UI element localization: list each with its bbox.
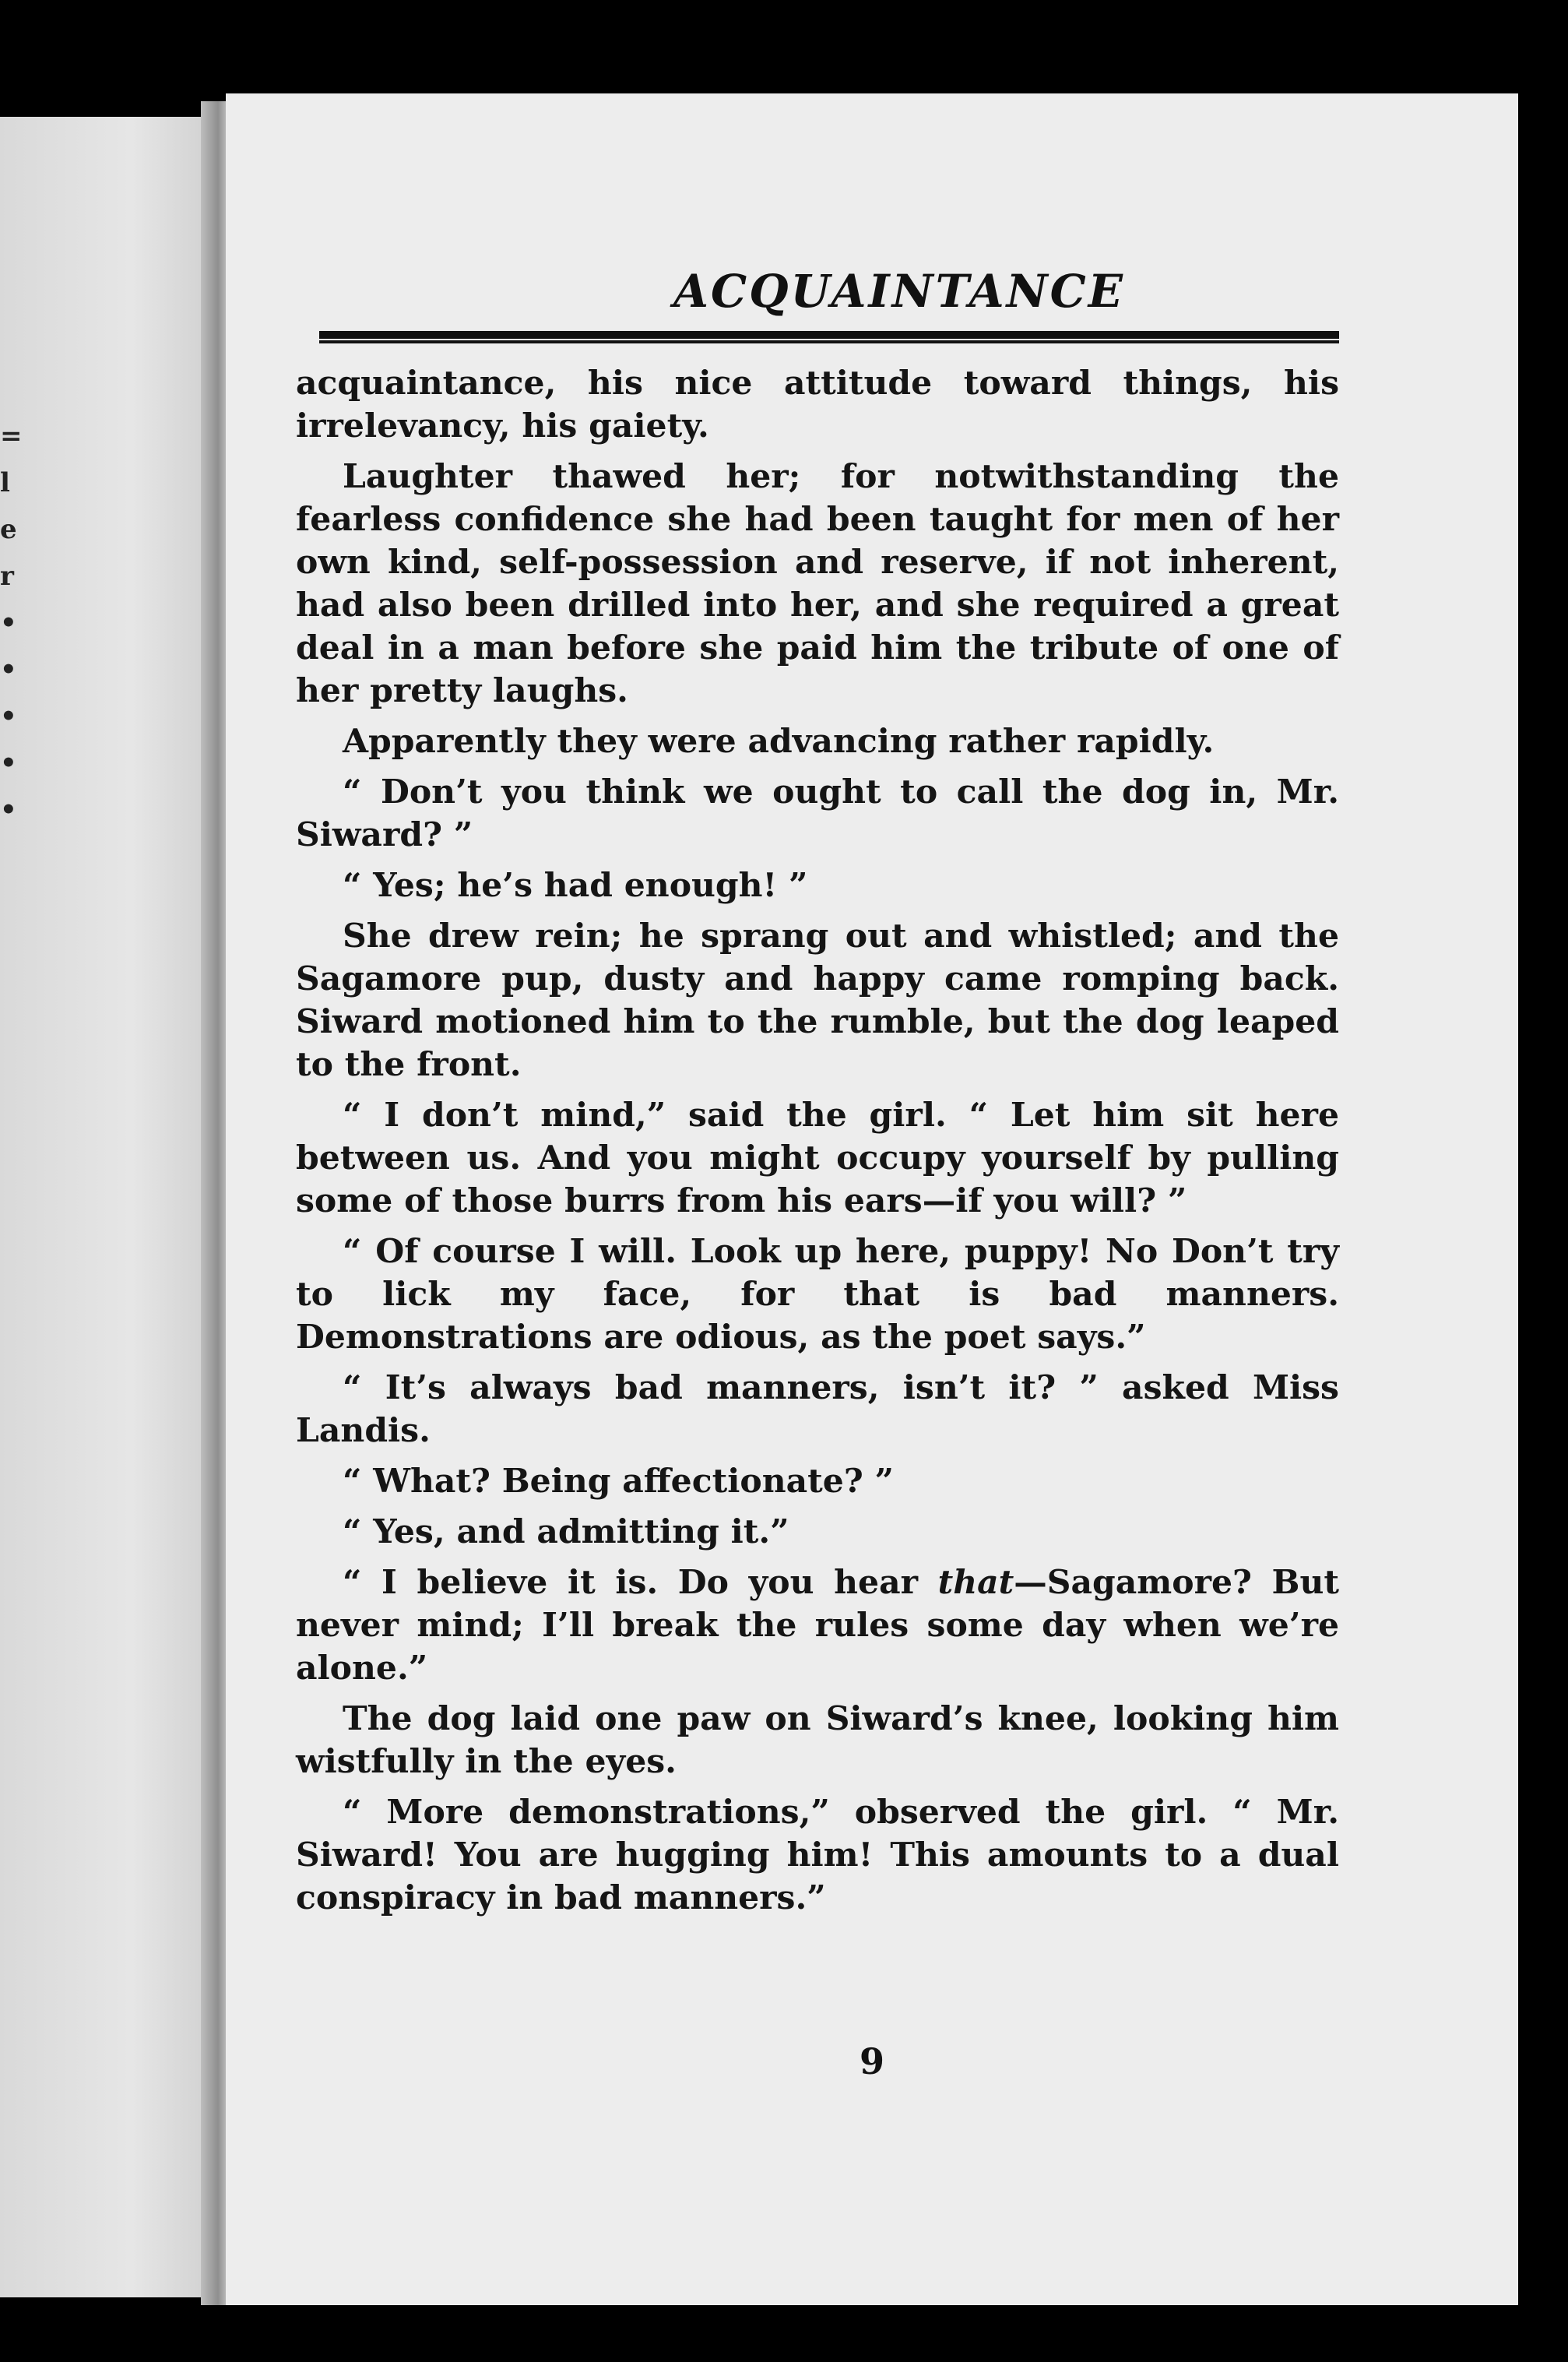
- paragraph: “ Yes, and admitting it.”: [343, 1512, 789, 1551]
- paragraph: “ Don’t you think we ought to call the dog in, Mr. Siward? ”: [296, 773, 1339, 854]
- edge-mark: •: [0, 794, 17, 825]
- paragraph: acquaintance, his nice attitude toward things, his irrelevancy, his gaiety.: [296, 364, 1339, 445]
- paragraph: “ Of course I will. Look up here, puppy! No Don’t try to lick my face, for that is bad manners. Demonstrations are odious, as the poet says.”: [296, 1232, 1339, 1357]
- paragraph-text: —Sagamore? But never mind; I’ll break the rules some day when we’re alone.”: [296, 1563, 1339, 1688]
- edge-mark: •: [0, 701, 17, 732]
- italic-emphasis: that: [937, 1563, 1014, 1602]
- paragraph: “ What? Being affectionate? ”: [343, 1462, 894, 1501]
- paragraph: The dog laid one paw on Siward’s knee, looking him wistfully in the eyes.: [296, 1699, 1339, 1781]
- page-number: 9: [859, 2040, 884, 2082]
- paragraph: [296, 1561, 1339, 1690]
- paragraph: Laughter thawed her; for notwithstanding the fearless confidence she had been taught for men of her own kind, self-possession and reserve, if not inherent, had also been drilled into her, and she required a great deal in a man before she paid him the tribute of one of her pretty laughs.: [296, 457, 1339, 710]
- page-header: [319, 265, 1433, 318]
- paragraph: “ Yes; he’s had enough! ”: [343, 866, 808, 905]
- paragraph: “ It’s always bad manners, isn’t it? ” asked Miss Landis.: [296, 1368, 1339, 1450]
- paragraph-text: “ I believe it is. Do you hear: [343, 1563, 938, 1602]
- edge-mark: •: [0, 748, 17, 779]
- paragraph: “ More demonstrations,” observed the girl. “ Mr. Siward! You are hugging him! This amounts to a dual conspiracy in bad manners.”: [296, 1793, 1339, 1917]
- left-page-edge-text: [0, 413, 23, 833]
- edge-mark: •: [0, 607, 17, 639]
- edge-mark: =: [0, 421, 23, 452]
- body-text: [296, 362, 1339, 1927]
- paragraph: “ I don’t mind,” said the girl. “ Let him sit here between us. And you might occupy yourself by pulling some of those burrs from his ears—if you will? ”: [296, 1096, 1339, 1220]
- paragraph: She drew rein; he sprang out and whistled; and the Sagamore pup, dusty and happy came romping back. Siward motioned him to the rumble, but the dog leaped to the front.: [296, 917, 1339, 1084]
- running-head: ACQUAINTANCE: [673, 265, 1125, 318]
- edge-mark: r: [0, 561, 14, 592]
- left-page: [0, 117, 220, 2297]
- header-rule: [319, 331, 1339, 343]
- paragraph: Apparently they were advancing rather rapidly.: [343, 722, 1215, 761]
- edge-mark: l: [0, 467, 10, 498]
- right-page: [226, 93, 1518, 2305]
- edge-mark: e: [0, 514, 17, 545]
- edge-mark: •: [0, 654, 17, 685]
